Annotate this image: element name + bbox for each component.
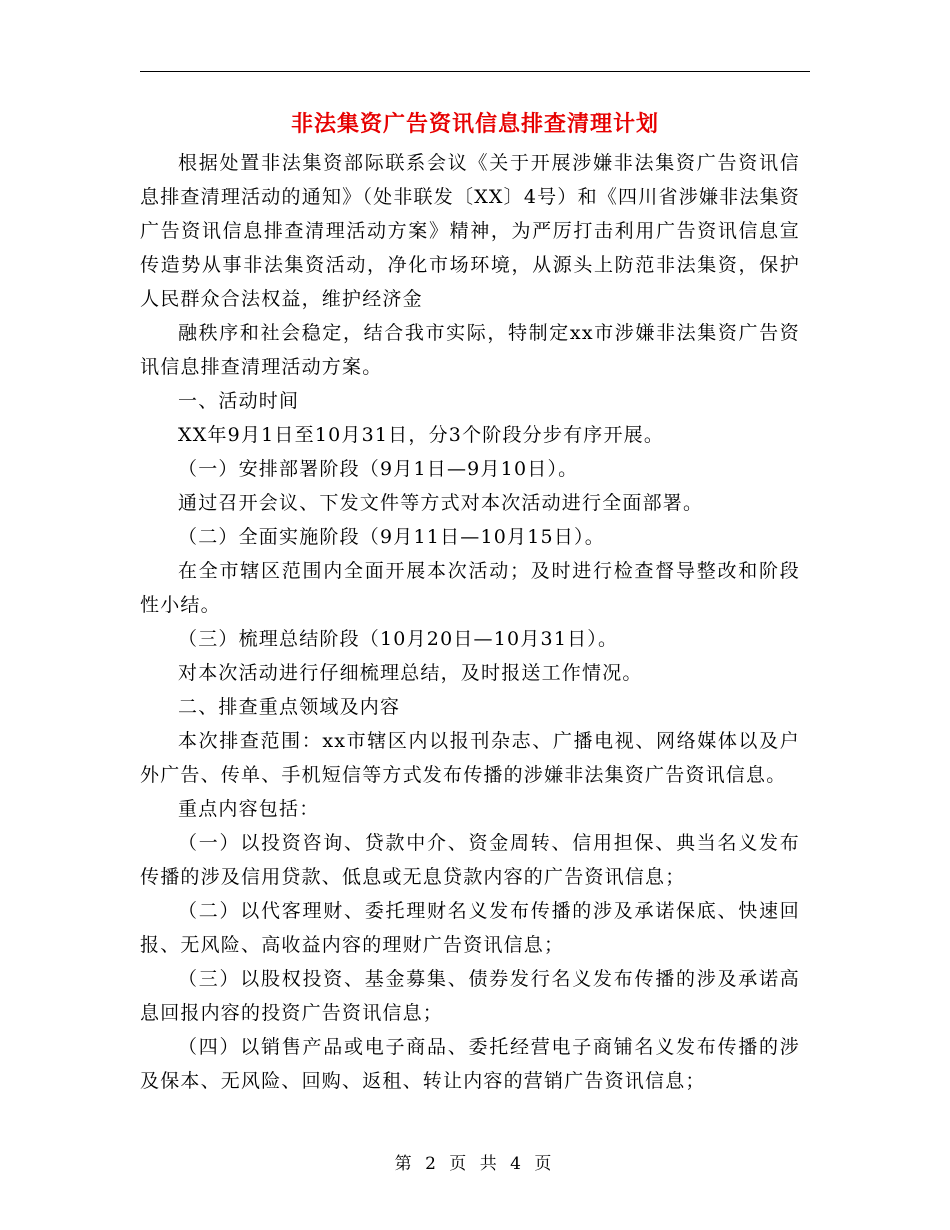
paragraph: 本次排查范围：xx市辖区内以报刊杂志、广播电视、网络媒体以及户外广告、传单、手机短信等方式发布传播的涉嫌非法集资广告资讯信息。 bbox=[140, 730, 800, 786]
header-rule bbox=[140, 71, 810, 72]
sub-heading: （一）安排部署阶段（9月1日—9月10日）。 bbox=[178, 458, 579, 480]
section-heading: 一、活动时间 bbox=[178, 390, 300, 412]
sub-heading: （三）梳理总结阶段（10月20日—10月31日）。 bbox=[178, 628, 619, 650]
paragraph: 通过召开会议、下发文件等方式对本次活动进行全面部署。 bbox=[178, 492, 704, 514]
list-item: （三）以股权投资、基金募集、债券发行名义发布传播的涉及承诺高息回报内容的投资广告资讯信息； bbox=[140, 968, 800, 1024]
list-item: （四）以销售产品或电子商品、委托经营电子商铺名义发布传播的涉及保本、无风险、回购、返租、转让内容的营销广告资讯信息； bbox=[140, 1036, 800, 1092]
document-title: 非法集资广告资讯信息排查清理计划 bbox=[290, 112, 659, 137]
list-item: （二）以代客理财、委托理财名义发布传播的涉及承诺保底、快速回报、无风险、高收益内容的理财广告资讯信息； bbox=[140, 900, 800, 956]
list-item: （一）以投资咨询、贷款中介、资金周转、信用担保、典当名义发布传播的涉及信用贷款、低息或无息贷款内容的广告资讯信息； bbox=[140, 832, 800, 888]
sub-heading: （二）全面实施阶段（9月11日—10月15日）。 bbox=[178, 526, 605, 548]
paragraph: 对本次活动进行仔细梳理总结，及时报送工作情况。 bbox=[178, 662, 643, 684]
paragraph: 在全市辖区范围内全面开展本次活动；及时进行检查督导整改和阶段性小结。 bbox=[140, 560, 800, 616]
paragraph: 根据处置非法集资部际联系会议《关于开展涉嫌非法集资广告资讯信息排查清理活动的通知》（处非联发〔XX〕4号）和《四川省涉嫌非法集资广告资讯信息排查清理活动方案》精神，为严厉打击利用广告资讯信息宣传造势从事非法集资活动，净化市场环境，从源头上防范非法集资，保护人民群众合法权益，维护经济金 bbox=[140, 152, 800, 310]
section-heading: 二、排查重点领域及内容 bbox=[178, 696, 401, 718]
page-footer: 第 2 页 共 4 页 bbox=[394, 1154, 556, 1174]
paragraph: 重点内容包括： bbox=[178, 798, 320, 820]
paragraph: 融秩序和社会稳定，结合我市实际，特制定xx市涉嫌非法集资广告资讯信息排查清理活动方案。 bbox=[140, 322, 800, 378]
paragraph: XX年9月1日至10月31日，分3个阶段分步有序开展。 bbox=[178, 424, 665, 446]
document-body bbox=[140, 146, 800, 1098]
